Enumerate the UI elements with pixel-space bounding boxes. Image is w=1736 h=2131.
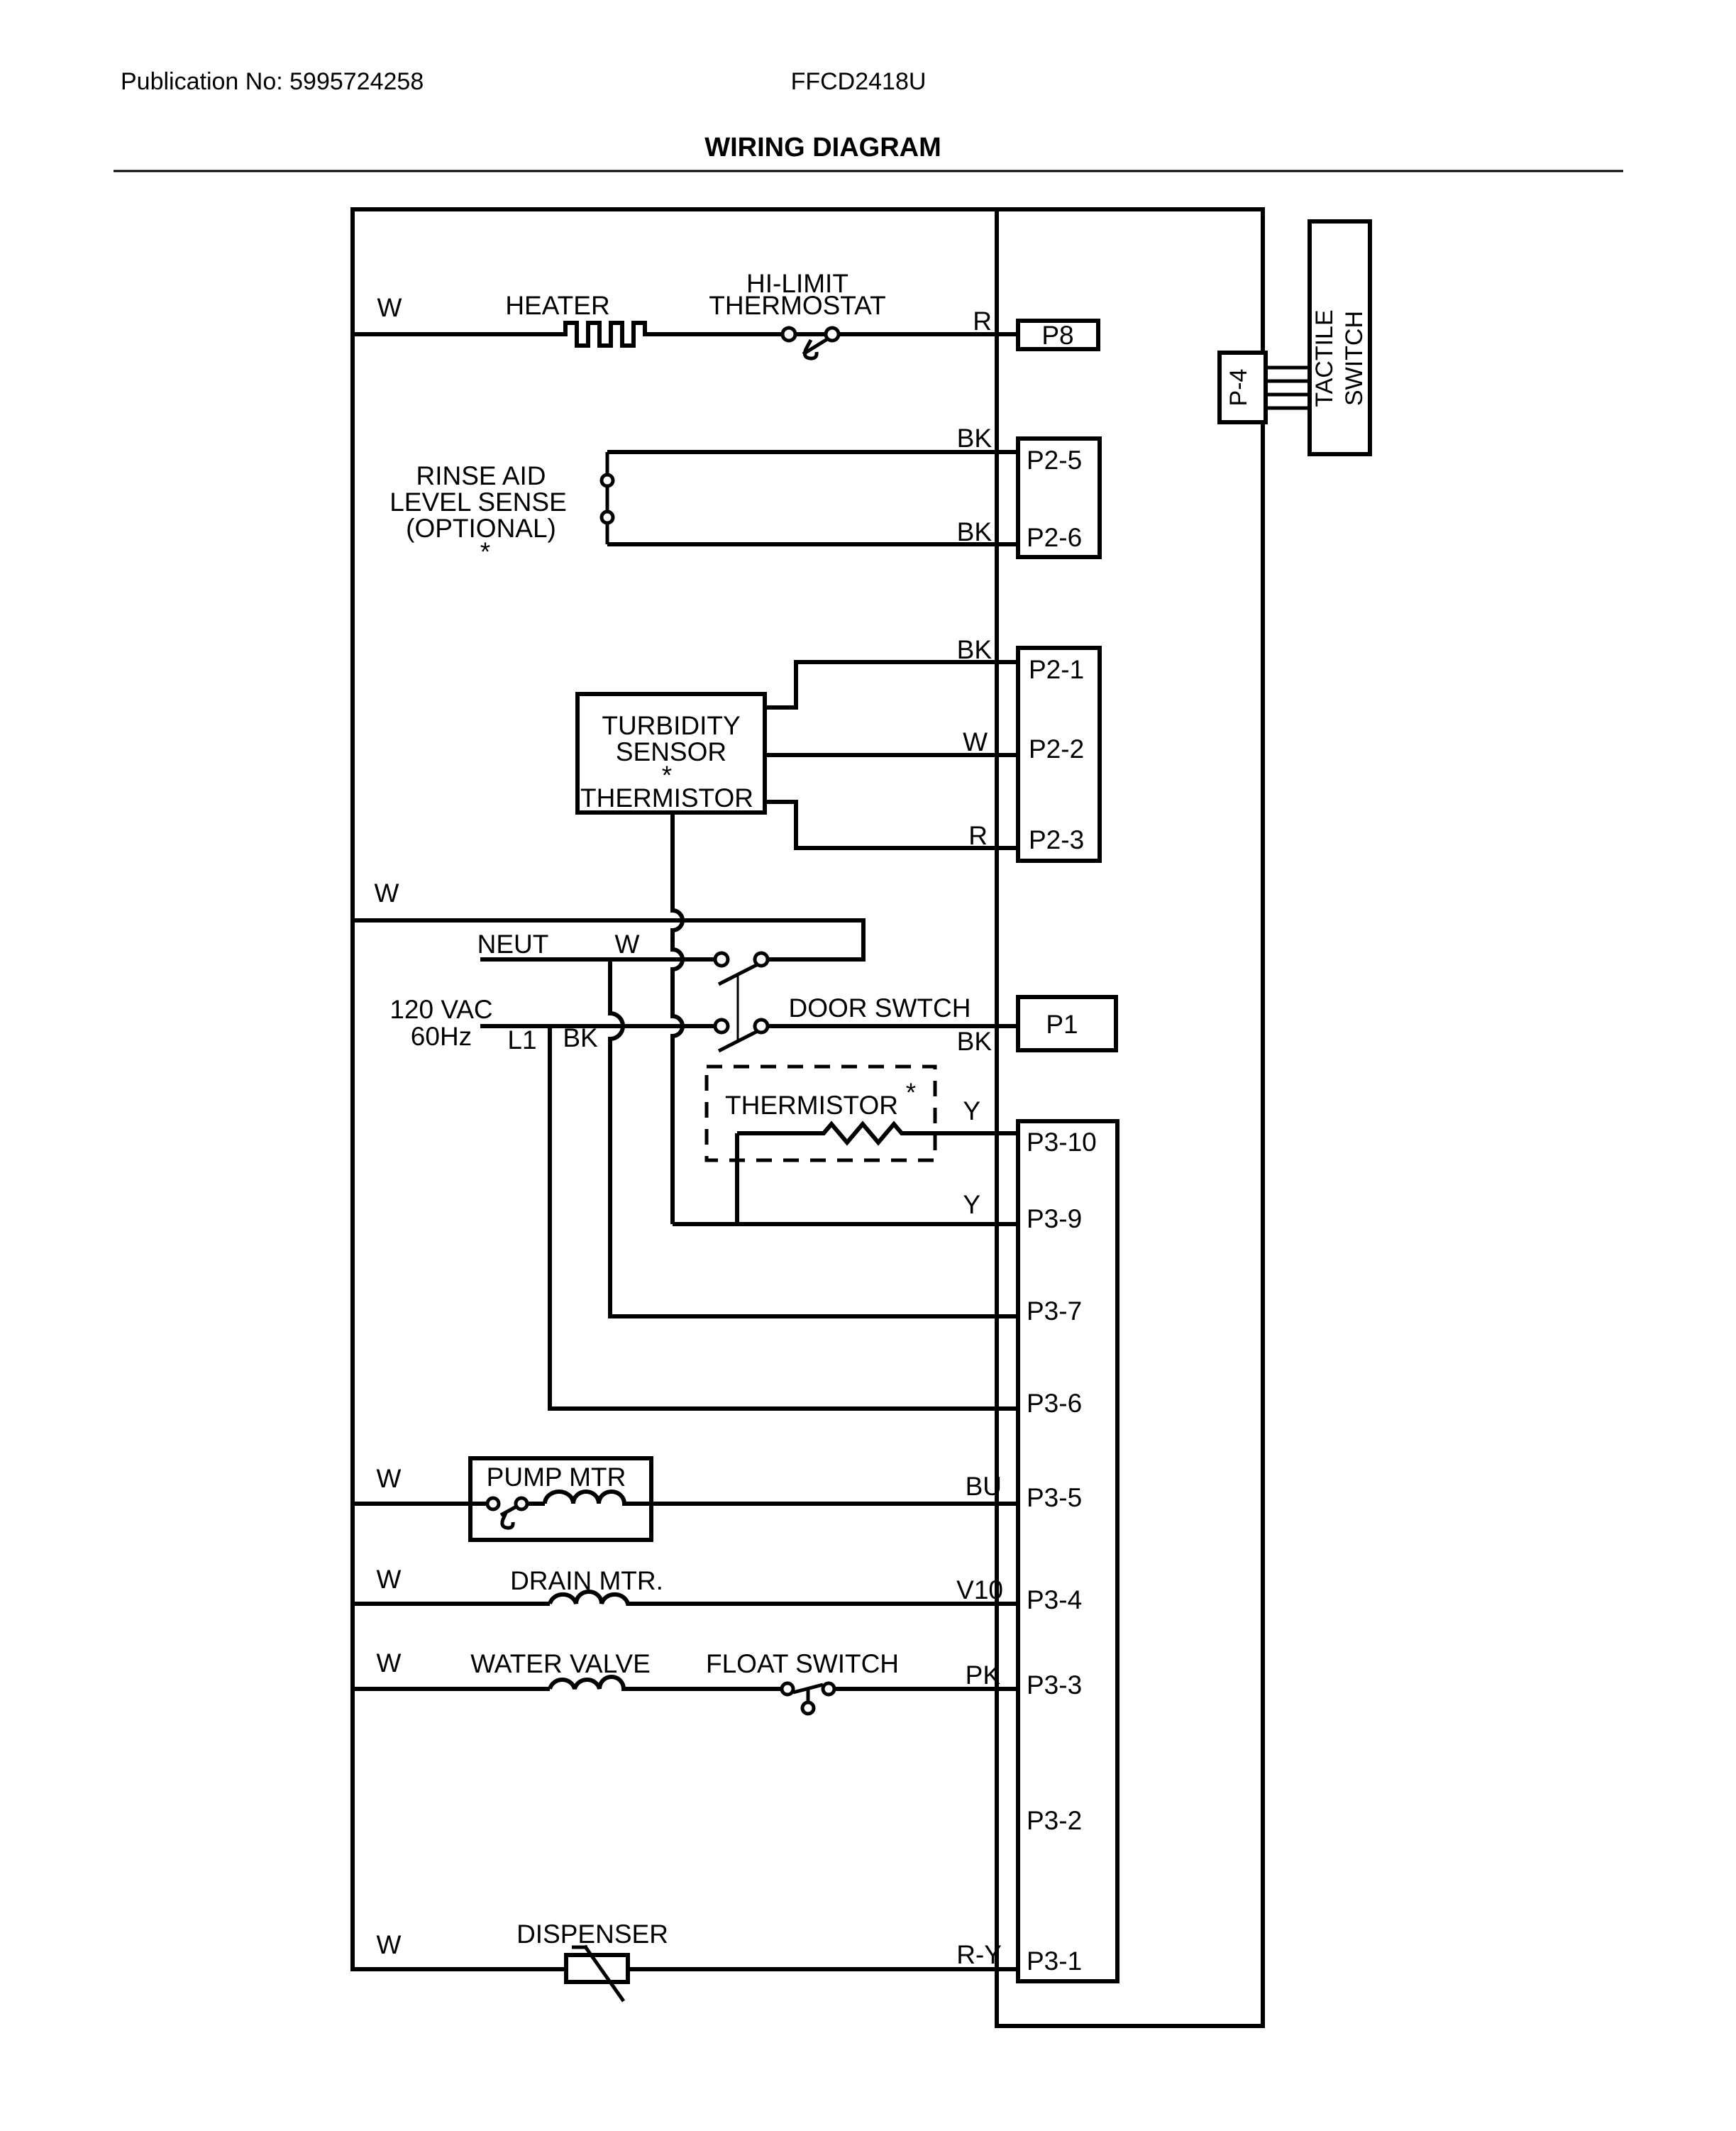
thermistor-top-color: Y — [963, 1096, 980, 1125]
door-contact-right — [755, 1020, 768, 1033]
control-board-box — [997, 209, 1263, 2026]
turbidity-label-line3: THERMISTOR — [580, 783, 753, 813]
l1-color: BK — [563, 1023, 598, 1052]
rinse-label-line3: (OPTIONAL) — [406, 514, 556, 543]
dispenser-label: DISPENSER — [516, 1920, 668, 1949]
door-out-color: BK — [956, 1027, 992, 1056]
rinse-bottom-color: BK — [956, 517, 992, 546]
p4-tactile-wires — [1266, 368, 1310, 408]
thermistor-bottom-color: Y — [963, 1190, 980, 1219]
pump-in-color: W — [376, 1464, 402, 1493]
drain-motor-label: DRAIN MTR. — [510, 1566, 663, 1595]
model-number: FFCD2418U — [790, 68, 927, 95]
turbidity-bk-color: BK — [956, 635, 992, 664]
connector-p2-3-label: P2-3 — [1029, 825, 1085, 854]
turbidity-label-line2: SENSOR — [615, 737, 727, 766]
pump-contact-left — [487, 1498, 499, 1509]
drain-in-color: W — [376, 1565, 402, 1594]
heater-out-color: R — [973, 307, 992, 336]
float-switch-label: FLOAT SWITCH — [705, 1649, 900, 1678]
heater-circuit-wire — [353, 323, 1018, 346]
turbidity-ground-lead — [673, 813, 682, 1224]
connector-p4-label: P-4 — [1225, 368, 1252, 407]
white-main-wire — [353, 920, 863, 959]
water-out-color: PK — [965, 1661, 1000, 1690]
neutral-label: NEUT — [477, 930, 549, 959]
connector-p3-7-label: P3-7 — [1027, 1296, 1083, 1326]
water-in-color: W — [376, 1648, 402, 1678]
pump-switch-hook — [502, 1511, 513, 1528]
thermistor-label: THERMISTOR — [725, 1091, 898, 1120]
publication-number: Publication No: 5995724258 — [121, 68, 424, 95]
water-valve-label: WATER VALVE — [470, 1649, 651, 1678]
supply-label-line2: 60Hz — [410, 1022, 472, 1051]
pump-motor-label: PUMP MTR — [486, 1463, 626, 1492]
connector-p1-label: P1 — [1046, 1010, 1078, 1039]
white-main-color: W — [374, 879, 399, 908]
turbidity-bk-wire — [765, 662, 1018, 707]
hi-limit-label-line2: THERMOSTAT — [709, 291, 886, 320]
turbidity-r-color: R — [968, 821, 988, 850]
connector-p3-box — [1018, 1121, 1117, 1981]
door-contact-left — [715, 1020, 728, 1033]
heater-label: HEATER — [505, 291, 610, 320]
rinse-label-line1: RINSE AID — [416, 461, 546, 490]
connector-p3-6-label: P3-6 — [1027, 1389, 1083, 1418]
connector-p2-5-label: P2-5 — [1027, 446, 1083, 475]
connector-p2-1-label: P2-1 — [1029, 655, 1085, 684]
dispenser-in-color: W — [376, 1930, 402, 1959]
pump-out-color: BU — [965, 1472, 1002, 1501]
pump-switch-blade — [501, 1507, 516, 1515]
float-pendant — [802, 1702, 814, 1714]
float-contact-left — [782, 1683, 793, 1695]
rinse-switch-contact-bottom — [602, 512, 613, 523]
rinse-label-line2: LEVEL SENSE — [389, 488, 567, 517]
connector-p3-2-label: P3-2 — [1027, 1806, 1083, 1835]
tactile-switch-label-line1: TACTILE — [1311, 309, 1338, 407]
rinse-optional-star: * — [480, 537, 491, 566]
turbidity-label-line1: TURBIDITY — [602, 711, 741, 740]
tactile-switch-label-line2: SWITCH — [1341, 310, 1368, 407]
dispenser-out-color: R-Y — [956, 1940, 1002, 1969]
connector-p8-label: P8 — [1041, 321, 1074, 350]
dispenser-symbol — [566, 1955, 628, 1982]
turbidity-star: * — [661, 761, 673, 790]
connector-p3-3-label: P3-3 — [1027, 1670, 1083, 1700]
connector-p3-9-label: P3-9 — [1027, 1204, 1083, 1233]
page-title: WIRING DIAGRAM — [704, 133, 941, 163]
neutral-color: W — [614, 930, 640, 959]
l1-branch-wire — [550, 1026, 1018, 1409]
pump-wire-out — [527, 1492, 1018, 1504]
neut-contact-left — [715, 953, 728, 966]
hi-limit-label-line1: HI-LIMIT — [746, 269, 848, 298]
float-contact-right — [823, 1683, 834, 1695]
connector-p3-1-label: P3-1 — [1027, 1946, 1083, 1976]
turbidity-w-color: W — [963, 727, 988, 756]
l1-label: L1 — [507, 1025, 537, 1055]
drain-wire — [353, 1592, 1018, 1604]
heater-wire-color: W — [377, 293, 402, 322]
door-switch-label: DOOR SWTCH — [788, 993, 971, 1023]
thermostat-contact-right — [826, 328, 839, 341]
thermostat-contact-left — [783, 328, 795, 341]
rinse-top-color: BK — [956, 424, 992, 453]
rinse-switch-contact-top — [602, 475, 613, 486]
water-valve-wire — [353, 1677, 782, 1689]
connector-p2-2-label: P2-2 — [1029, 734, 1085, 764]
thermistor-star: * — [905, 1078, 917, 1107]
connector-p3-5-label: P3-5 — [1027, 1483, 1083, 1512]
connector-p2-6-label: P2-6 — [1027, 523, 1083, 552]
connector-p3-4-label: P3-4 — [1027, 1585, 1083, 1614]
connector-p3-10-label: P3-10 — [1027, 1128, 1097, 1157]
supply-label-line1: 120 VAC — [389, 995, 493, 1024]
thermistor-wire — [737, 1124, 1018, 1142]
pump-contact-right — [516, 1498, 527, 1509]
neut-contact-right — [755, 953, 768, 966]
drain-out-color: V10 — [956, 1575, 1003, 1604]
